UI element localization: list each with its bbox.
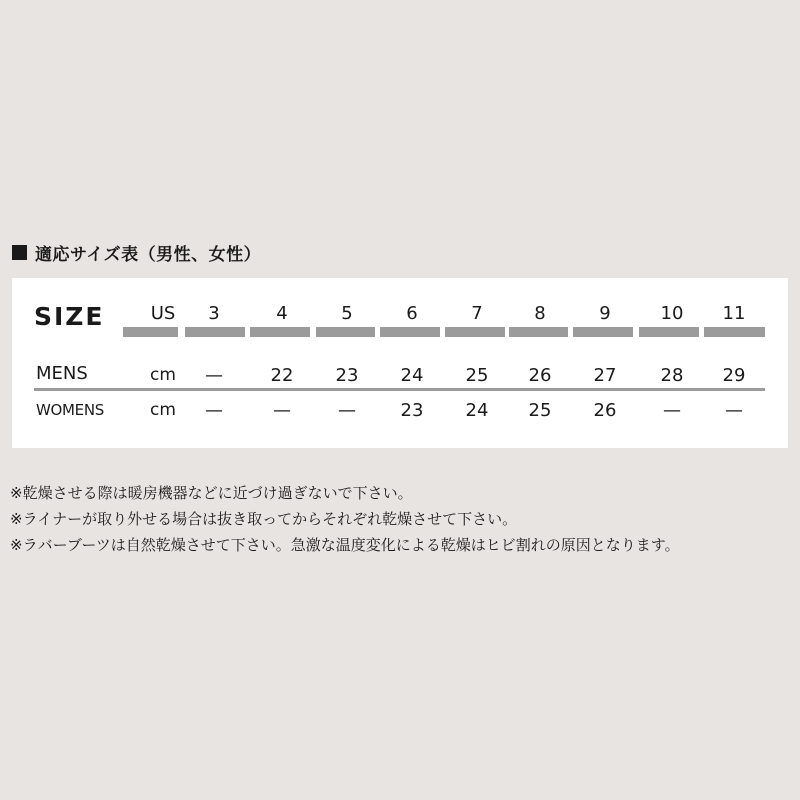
size-table [12, 278, 788, 448]
mens-value: 26 [528, 365, 552, 386]
header-bar [445, 327, 505, 337]
us-size-7: 7 [471, 303, 483, 324]
mens-value: 23 [335, 365, 359, 386]
womens-value: — [725, 400, 743, 421]
header-bar [185, 327, 245, 337]
us-size-4: 4 [276, 303, 288, 324]
mens-unit: cm [150, 365, 176, 385]
mens-row-label: MENS [36, 363, 88, 384]
womens-value: 25 [528, 400, 552, 421]
header-bar [639, 327, 699, 337]
care-note: ※ライナーが取り外せる場合は抜き取ってからそれぞれ乾燥させて下さい。 [10, 510, 518, 528]
us-size-3: 3 [208, 303, 220, 324]
header-bar [250, 327, 310, 337]
header-bar [704, 327, 765, 337]
row-divider [34, 388, 765, 391]
mens-value: 22 [270, 365, 294, 386]
us-size-5: 5 [341, 303, 353, 324]
header-bar [380, 327, 440, 337]
mens-value: 24 [400, 365, 424, 386]
us-label: US [150, 303, 176, 324]
us-size-10: 10 [660, 303, 684, 324]
care-note: ※ラバーブーツは自然乾燥させて下さい。急激な温度変化による乾燥はヒビ割れの原因となります。 [10, 536, 680, 554]
care-note: ※乾燥させる際は暖房機器などに近づけ過ぎないで下さい。 [10, 484, 413, 502]
mens-value: 27 [593, 365, 617, 386]
mens-value: 29 [722, 365, 746, 386]
womens-value: — [338, 400, 356, 421]
womens-row-label: WOMENS [36, 401, 104, 419]
header-bar [316, 327, 375, 337]
header-bar [123, 327, 178, 337]
womens-unit: cm [150, 400, 176, 420]
womens-value: — [273, 400, 291, 421]
us-size-6: 6 [406, 303, 418, 324]
mens-value: 25 [465, 365, 489, 386]
womens-value: 26 [593, 400, 617, 421]
square-bullet-icon [12, 245, 27, 260]
header-bar [509, 327, 568, 337]
us-size-8: 8 [534, 303, 546, 324]
size-title: SIZE [34, 302, 105, 331]
mens-value: — [205, 365, 223, 386]
womens-value: — [663, 400, 681, 421]
header-bar [573, 327, 633, 337]
womens-value: 23 [400, 400, 424, 421]
us-size-11: 11 [722, 303, 746, 324]
size-chart-heading [12, 240, 261, 265]
us-size-9: 9 [599, 303, 611, 324]
heading-text: 適応サイズ表（男性、女性） [35, 245, 262, 265]
care-notes [10, 480, 680, 558]
mens-value: 28 [660, 365, 684, 386]
womens-value: 24 [465, 400, 489, 421]
womens-value: — [205, 400, 223, 421]
